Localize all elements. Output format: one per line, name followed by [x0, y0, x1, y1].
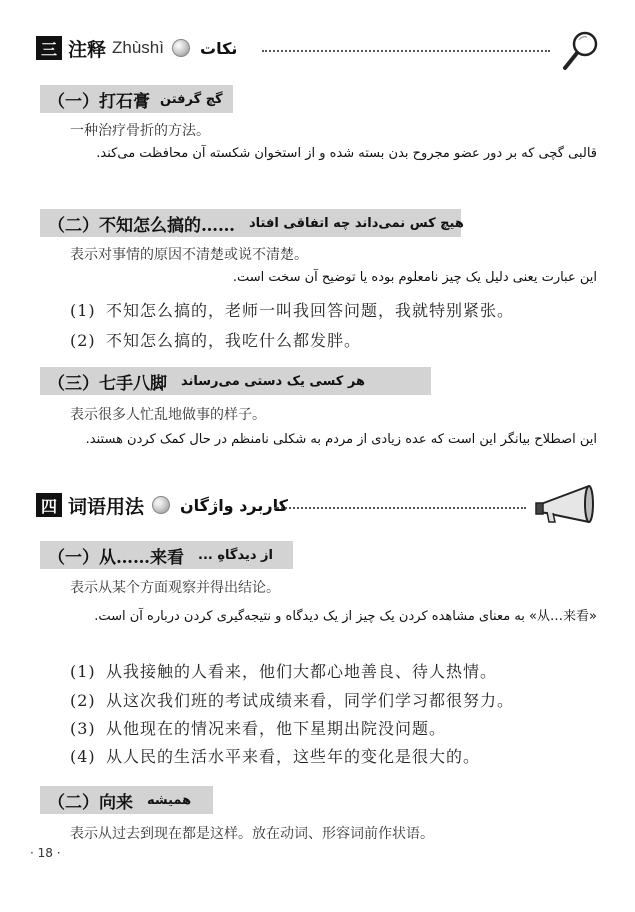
definition-cn: 表示从某个方面观察并得出结论。	[70, 580, 280, 596]
example-number: (1)	[70, 301, 96, 320]
example-text: 从人民的生活水平来看，这些年的变化是很大的。	[106, 747, 481, 766]
subsection-label-cn: （二）不知怎么搞的……	[48, 215, 235, 236]
definition-cn: 一种治疗骨折的方法。	[70, 123, 210, 139]
subsection-bar	[40, 541, 293, 569]
example-number: (3)	[70, 719, 96, 738]
definition-fa: «从…来看» به معنای مشاهده کردن یک چیز از یک دیدگاه و نتیجه‌گیری کردن درباره آن است.	[94, 609, 597, 624]
section-3-header	[36, 33, 237, 63]
page-number: · 18 ·	[30, 846, 61, 860]
example-number: (4)	[70, 747, 96, 766]
definition-fa: این اصطلاح بیانگر این است که عده زیادی از مردم به شکلی نامنظم در حال کمک کردن هستند.	[85, 432, 597, 447]
section-3-title-fa: نکات	[200, 38, 238, 58]
subsection-label-fa: همیشه	[147, 792, 192, 808]
subsection-label-cn: （一）打石膏	[48, 91, 150, 112]
example-number: (2)	[70, 331, 96, 350]
subsection-label-cn: （一）从……来看	[48, 547, 184, 568]
example-line	[70, 659, 497, 682]
subsection-bar	[40, 367, 431, 395]
example-line	[70, 688, 514, 711]
definition-cn: 表示对事情的原因不清楚或说不清楚。	[70, 247, 308, 263]
subsection-label-fa: هیچ کس نمی‌داند چه اتفاقی افتاد	[249, 215, 464, 231]
example-number: (1)	[70, 662, 96, 681]
section-4-number-box: 四	[36, 493, 62, 517]
example-line	[70, 744, 480, 767]
section-4-title-cn: 词语用法	[68, 495, 145, 518]
subsection-label-fa: گچ گرفتن	[160, 91, 223, 107]
subsection-bar	[40, 209, 464, 237]
dotted-leader	[262, 50, 550, 52]
subsection-label-fa: هر کسی یک دستی می‌رساند	[181, 373, 365, 389]
bullet-dot-icon	[172, 39, 190, 57]
subsection-bar	[40, 85, 233, 113]
example-text: 从我接触的人看来，他们大都心地善良、待人热情。	[106, 662, 498, 681]
example-text: 从这次我们班的考试成绩来看，同学们学习都很努力。	[106, 691, 515, 710]
example-number: (2)	[70, 691, 96, 710]
example-text: 不知怎么搞的，老师一叫我回答问题，我就特别紧张。	[106, 301, 515, 320]
definition-cn: 表示很多人忙乱地做事的样子。	[70, 407, 266, 423]
section-4-header	[36, 490, 288, 520]
example-line	[70, 328, 361, 351]
subsection-label-cn: （三）七手八脚	[48, 373, 167, 394]
example-text: 不知怎么搞的，我吃什么都发胖。	[106, 331, 362, 350]
definition-fa: قالبی گچی که بر دور عضو مجروح بدن بسته شده و از استخوان شکسته آن محافظت می‌کند.	[96, 146, 597, 161]
subsection-label-cn: （二）向来	[48, 792, 133, 813]
section-4-title-fa: کاربرد واژگان	[180, 495, 288, 515]
dotted-leader	[274, 507, 526, 509]
megaphone-icon	[533, 482, 599, 528]
example-line	[70, 716, 446, 739]
definition-cn: 表示从过去到现在都是这样。放在动词、形容词前作状语。	[70, 826, 434, 842]
section-3-number-box: 三	[36, 36, 62, 60]
section-3-title-pinyin: Zhùshì	[112, 38, 164, 57]
subsection-label-fa: از دیدگاهِ ...	[198, 547, 273, 563]
example-line	[70, 298, 514, 321]
section-3-title-cn: 注释	[68, 38, 107, 61]
example-text: 从他现在的情况来看，他下星期出院没问题。	[106, 719, 447, 738]
definition-fa: این عبارت یعنی دلیل یک چیز نامعلوم بوده یا توضیح آن سخت است.	[232, 270, 597, 285]
subsection-bar	[40, 786, 213, 814]
magnifier-icon	[560, 28, 602, 74]
bullet-dot-icon	[152, 496, 170, 514]
